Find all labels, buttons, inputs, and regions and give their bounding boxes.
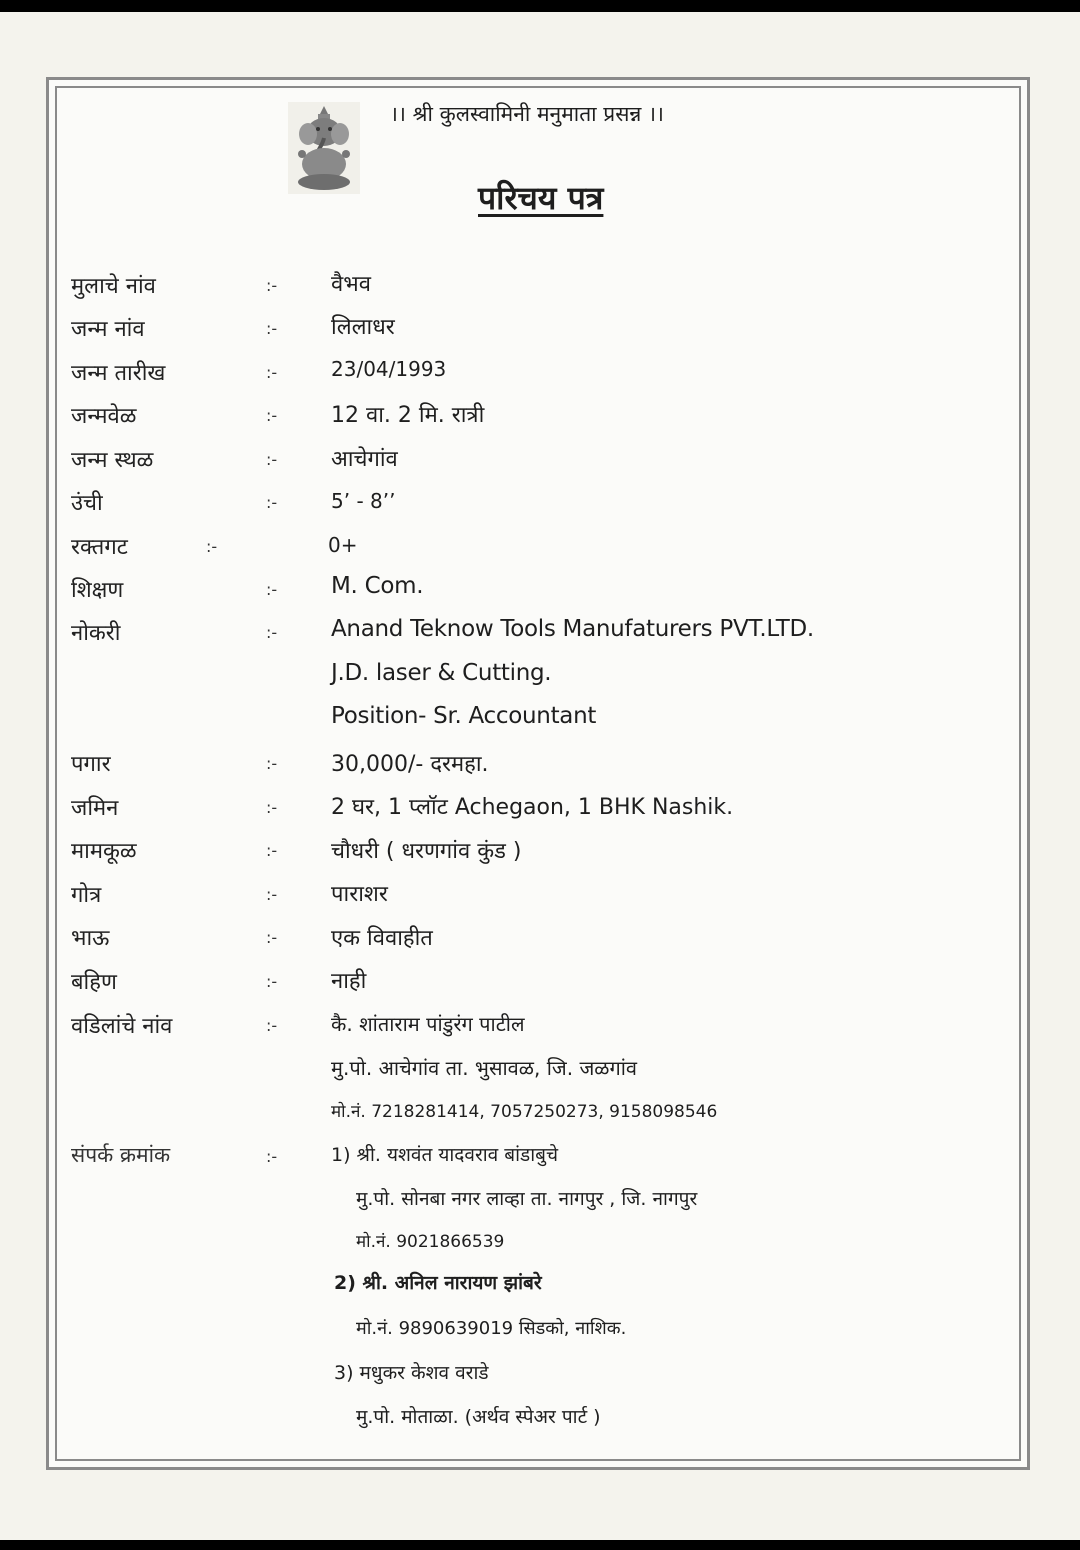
- top-black-border: [0, 0, 1080, 12]
- separator: :-: [266, 1147, 278, 1166]
- value-height: 5’ - 8’’: [331, 489, 396, 513]
- label-birth-date: जन्म तारीख: [71, 361, 166, 386]
- value-birth-date: 23/04/1993: [331, 357, 447, 381]
- value-birth-place: आचेगांव: [331, 447, 398, 472]
- separator: :-: [266, 972, 278, 991]
- contact-1-phone: मो.नं. 9021866539: [356, 1232, 505, 1252]
- value-gotra: पाराशर: [331, 882, 388, 907]
- label-education: शिक्षण: [71, 578, 124, 603]
- value-birth-name: लिलाधर: [331, 315, 395, 340]
- label-brother: भाऊ: [71, 926, 110, 951]
- job-line-company: Anand Teknow Tools Manufaturers PVT.LTD.: [331, 616, 814, 642]
- value-sister: नाही: [331, 969, 367, 994]
- contact-3-address: मु.पो. मोताळा. (अर्थव स्पेअर पार्ट ): [356, 1406, 601, 1428]
- label-blood-group: रक्तगट: [71, 535, 128, 560]
- value-brother: एक विवाहीत: [331, 926, 433, 951]
- label-father: वडिलांचे नांव: [71, 1014, 173, 1039]
- separator: :-: [266, 1016, 278, 1035]
- ganesha-emblem: [288, 102, 360, 194]
- label-gotra: गोत्र: [71, 883, 102, 908]
- label-name: मुलाचे नांव: [71, 274, 156, 299]
- separator: :-: [266, 319, 278, 338]
- separator: :-: [266, 754, 278, 773]
- value-property: 2 घर, 1 प्लॉट Achegaon, 1 BHK Nashik.: [331, 795, 734, 820]
- contact-3-name: 3) मधुकर केशव वराडे: [334, 1362, 489, 1384]
- value-salary: 30,000/- दरमहा.: [331, 752, 489, 777]
- label-job: नोकरी: [71, 621, 121, 646]
- value-education: M. Com.: [331, 573, 424, 599]
- father-name: कै. शांताराम पांडुरंग पाटील: [331, 1012, 525, 1036]
- label-height: उंची: [71, 491, 103, 516]
- separator: :-: [266, 406, 278, 425]
- contact-2-name: 2) श्री. अनिल नारायण झांबरे: [334, 1272, 542, 1294]
- page-title: परिचय पत्र: [478, 179, 604, 217]
- label-birth-place: जन्म स्थळ: [71, 448, 154, 473]
- separator: :-: [266, 276, 278, 295]
- job-line-position: Position- Sr. Accountant: [331, 703, 597, 729]
- value-blood-group: 0+: [328, 533, 358, 557]
- value-birth-time: 12 वा. 2 मि. रात्री: [331, 403, 485, 428]
- separator: :-: [266, 928, 278, 947]
- label-property: जमिन: [71, 796, 119, 821]
- separator: :-: [206, 537, 218, 556]
- separator: :-: [266, 841, 278, 860]
- separator: :-: [266, 363, 278, 382]
- father-phone: मो.नं. 7218281414, 7057250273, 9158098546: [331, 1102, 718, 1122]
- inner-frame: [55, 86, 1021, 1461]
- separator: :-: [266, 450, 278, 469]
- label-birth-name: जन्म नांव: [71, 317, 145, 342]
- label-salary: पगार: [71, 752, 111, 777]
- label-birth-time: जन्मवेळ: [71, 404, 137, 429]
- separator: :-: [266, 623, 278, 642]
- value-name: वैभव: [331, 272, 371, 297]
- separator: :-: [266, 798, 278, 817]
- label-sister: बहिण: [71, 970, 117, 995]
- contact-1-name: 1) श्री. यशवंत यादवराव बांडाबुचे: [331, 1144, 559, 1166]
- separator: :-: [266, 885, 278, 904]
- invocation-text: ।। श्री कुलस्वामिनी मनुमाता प्रसन्न ।।: [390, 102, 664, 126]
- job-line-unit: J.D. laser & Cutting.: [331, 660, 552, 686]
- value-mamkul: चौधरी ( धरणगांव कुंड ): [331, 839, 522, 864]
- contact-2-phone: मो.नं. 9890639019 सिडको, नाशिक.: [356, 1318, 627, 1339]
- contact-1-address: मु.पो. सोनबा नगर लाव्हा ता. नागपुर , जि. नागपुर: [356, 1188, 698, 1210]
- separator: :-: [266, 580, 278, 599]
- separator: :-: [266, 493, 278, 512]
- father-address: मु.पो. आचेगांव ता. भुसावळ, जि. जळगांव: [331, 1056, 638, 1080]
- bottom-black-border: [0, 1540, 1080, 1550]
- label-mamkul: मामकूळ: [71, 839, 137, 864]
- label-contact: संपर्क क्रमांक: [71, 1143, 171, 1167]
